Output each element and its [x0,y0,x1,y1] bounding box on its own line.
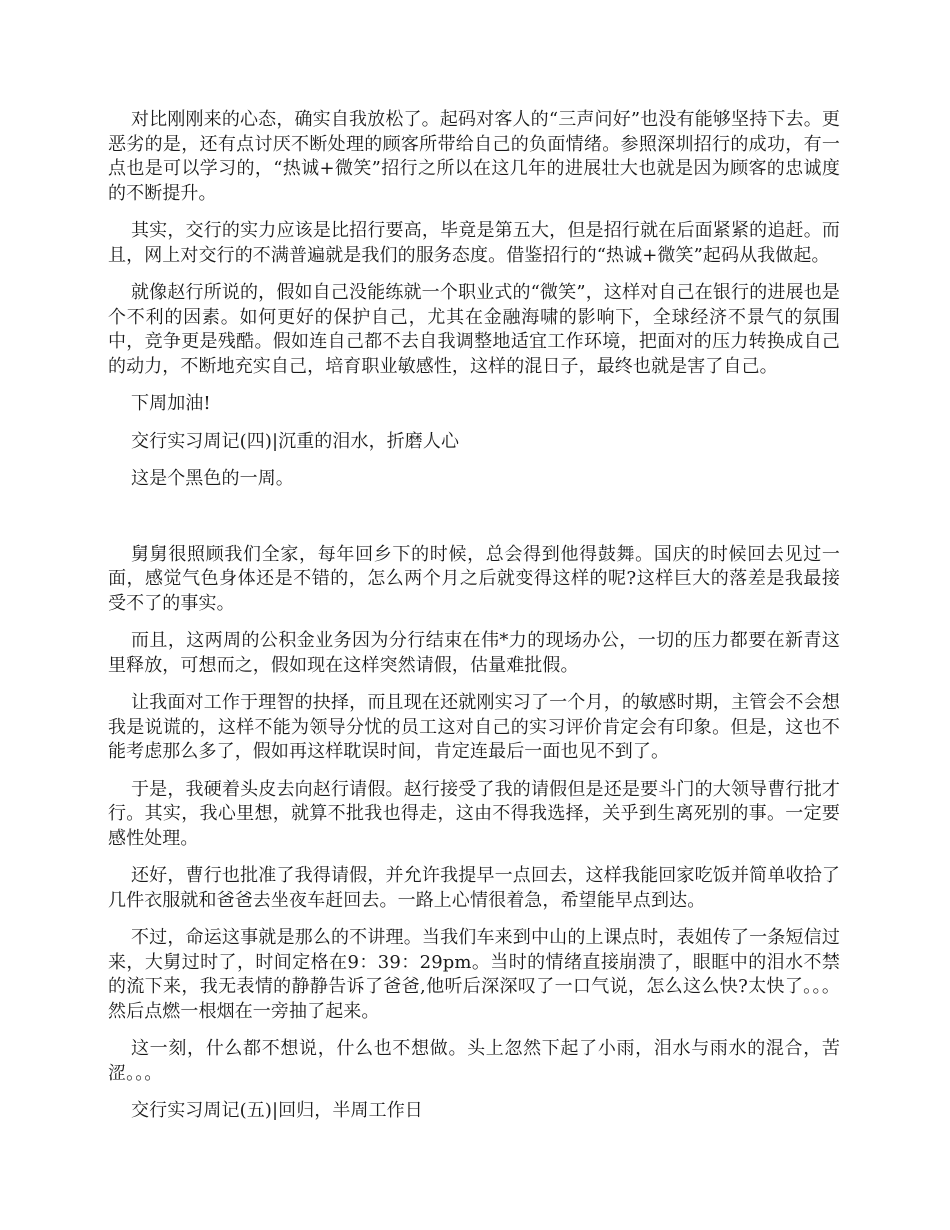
paragraph: 其实，交行的实力应该是比招行要高，毕竟是第五大，但是招行就在后面紧紧的追赶。而且，网上对交行的不满普遍就是我们的服务态度。借鉴招行的“热诚+微笑”起码从我做起。 [108,220,840,266]
paragraph: 这是个黑色的一周。 [131,468,294,489]
section-heading: 交行实习周记(四)|沉重的泪水，折磨人心 [131,430,460,452]
paragraph: 不过，命运这事就是那么的不讲理。当我们车来到中山的上课点时，表姐传了一条短信过来，大舅过时了，时间定格在9：39：29pm。当时的情绪直接崩溃了，眼眶中的泪水不禁的流下来，我无表情的静静告诉了爸爸,他听后深深叹了一口气说，怎么这么快?太快了。。。然后点燃一根烟在一旁抽了起来。 [108,927,840,1022]
blank-gap [108,505,840,543]
paragraph: 这一刻，什么都不想说，什么也不想做。头上忽然下起了小雨，泪水与雨水的混合，苦涩。。。 [108,1038,840,1084]
closing-line: 下周加油! [131,393,211,414]
paragraph: 让我面对工作于理智的抉择，而且现在还就刚实习了一个月，的敏感时期，主管会不会想我是说谎的，这样不能为领导分忧的员工这对自己的实习评价肯定会有印象。但是，这也不能考虑那么多了，假如再这样耽误时间，肯定连最后一面也见不到了。 [108,692,840,762]
paragraph: 于是，我硬着头皮去向赵行请假。赵行接受了我的请假但是还是要斗门的大领导曹行批才行。其实，我心里想，就算不批我也得走，这由不得我选择，关乎到生离死别的事。一定要感性处理。 [108,778,840,849]
paragraph: 舅舅很照顾我们全家，每年回乡下的时候，总会得到他得鼓舞。国庆的时候回去见过一面，感觉气色身体还是不错的，怎么两个月之后就变得这样的呢?这样巨大的落差是我最接受不了的事实。 [108,543,840,614]
section-heading: 交行实习周记(五)|回归，半周工作日 [131,1100,423,1121]
paragraph: 对比刚刚来的心态，确实自我放松了。起码对客人的“三声问好”也没有能够坚持下去。更恶劣的是，还有点讨厌不断处理的顾客所带给自己的负面情绪。参照深圳招行的成功，有一点也是可以学习的，“热诚+微笑”招行之所以在这几年的进展壮大也就是因为顾客的忠诚度的不断提升。 [108,109,840,204]
document-page [108,108,840,1137]
paragraph: 就像赵行所说的，假如自己没能练就一个职业式的“微笑”，这样对自己在银行的进展也是个不利的因素。如何更好的保护自己，尤其在金融海啸的影响下，全球经济不景气的氛围中，竞争更是残酷。假如连自己都不去自我调整地适宜工作环境，把面对的压力转换成自己的动力，不断地充实自己，培育职业敏感性，这样的混日子，最终也就是害了自己。 [108,282,840,377]
paragraph: 还好，曹行也批准了我得请假，并允许我提早一点回去，这样我能回家吃饭并简单收拾了几件衣服就和爸爸去坐夜车赶回去。一路上心情很着急，希望能早点到达。 [108,865,840,911]
paragraph: 而且，这两周的公积金业务因为分行结束在伟*力的现场办公，一切的压力都要在新青这里释放，可想而之，假如现在这样突然请假，估量难批假。 [108,630,840,676]
